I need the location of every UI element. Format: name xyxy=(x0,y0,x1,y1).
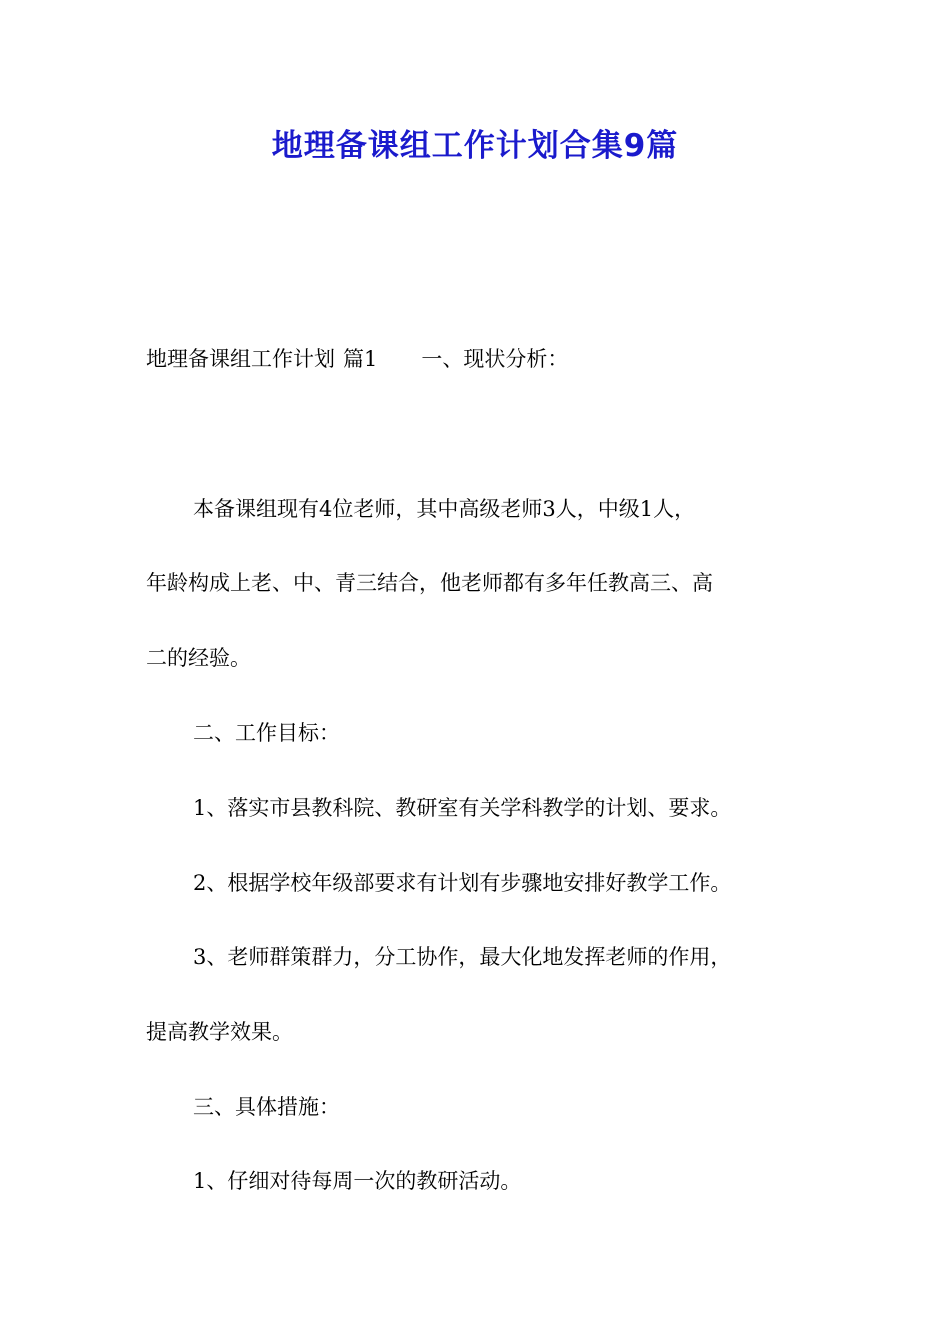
paragraph1-line1: 本备课组现有4位老师，其中高级老师3人，中级1人， xyxy=(193,497,696,521)
section2-heading: 二、工作目标： xyxy=(193,721,340,745)
goal-item-1: 1、落实市县教科院、教研室有关学科教学的计划、要求。 xyxy=(193,796,732,820)
document-title: 地理备课组工作计划合集9篇 xyxy=(271,128,679,164)
paragraph1-line2: 年龄构成上老、中、青三结合，他老师都有多年任教高三、高 xyxy=(146,571,713,595)
plan-heading-line xyxy=(146,344,836,374)
section3-heading: 三、具体措施： xyxy=(193,1095,340,1119)
goal-item-3-line2: 提高教学效果。 xyxy=(146,1020,293,1044)
goal-item-2: 2、根据学校年级部要求有计划有步骤地安排好教学工作。 xyxy=(193,871,732,895)
plan-heading-title: 地理备课组工作计划 xyxy=(146,347,335,371)
paragraph1-line3: 二的经验。 xyxy=(146,646,251,670)
plan-heading-number: 篇1 xyxy=(343,347,378,371)
measure-item-1: 1、仔细对待每周一次的教研活动。 xyxy=(193,1169,522,1193)
goal-item-3-line1: 3、老师群策群力，分工协作，最大化地发挥老师的作用， xyxy=(193,945,732,969)
section1-heading: 一、现状分析： xyxy=(421,347,569,371)
